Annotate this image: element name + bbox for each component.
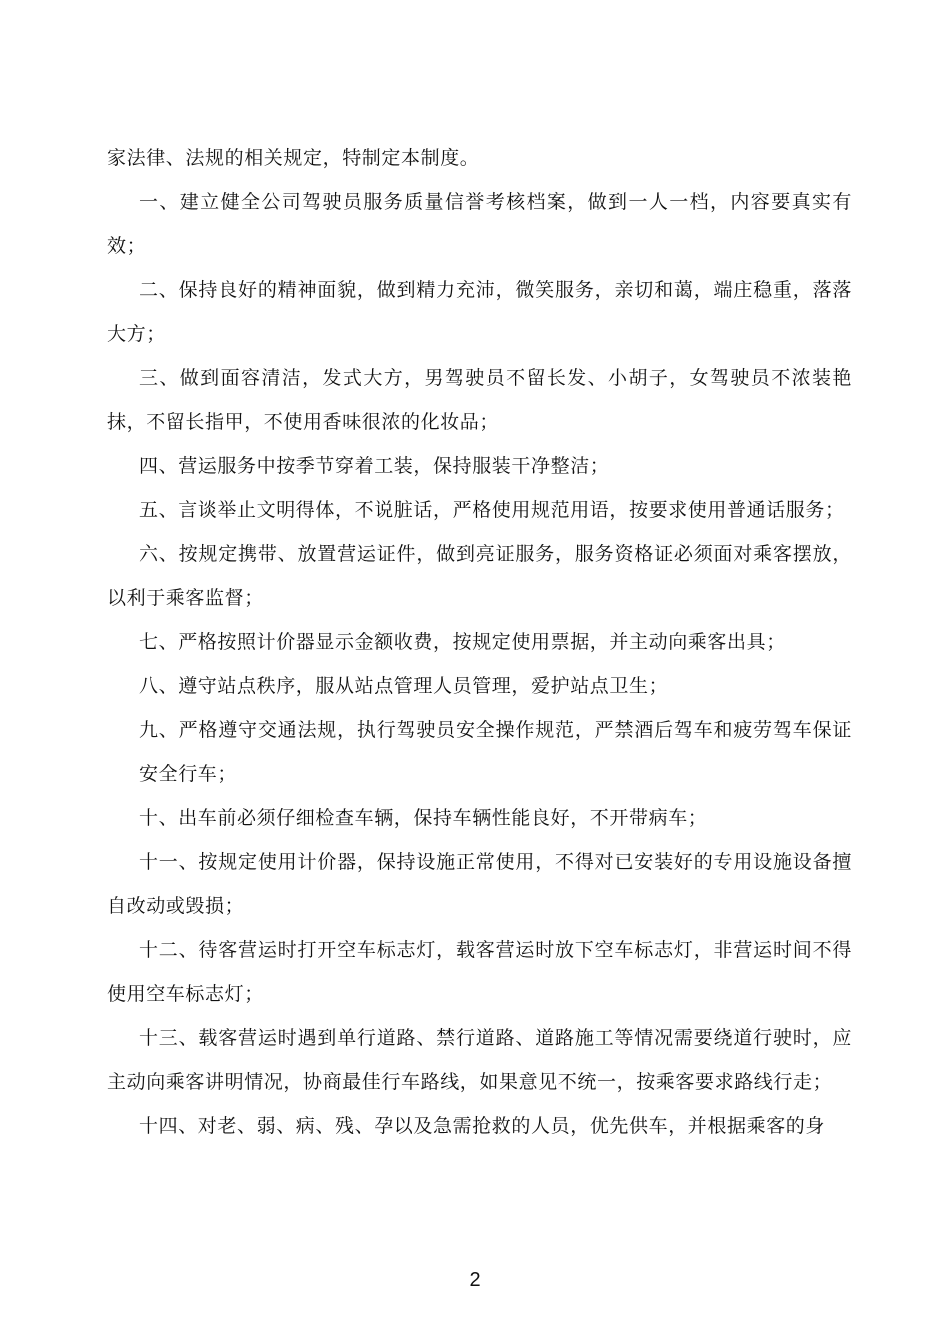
- paragraph-rule-4: 四、营运服务中按季节穿着工装，保持服装干净整洁；: [139, 455, 610, 477]
- document-body: [107, 136, 852, 1148]
- paragraph-rule-11: 十一、按规定使用计价器，保持设施正常使用，不得对已安装好的专用设施设备擅自改动或毁损；: [107, 851, 852, 917]
- paragraph-rule-7: 七、严格按照计价器显示金额收费，按规定使用票据，并主动向乘客出具；: [139, 631, 786, 653]
- paragraph-rule-2: 二、保持良好的精神面貌，做到精力充沛，微笑服务，亲切和蔼，端庄稳重，落落大方；: [107, 279, 852, 345]
- page-number: 2: [469, 1269, 481, 1291]
- paragraph-rule-5: 五、言谈举止文明得体，不说脏话，严格使用规范用语，按要求使用普通话服务；: [139, 499, 845, 521]
- paragraph-rule-9: 九、严格遵守交通法规，执行驾驶员安全操作规范，严禁酒后驾车和疲劳驾车保证安全行车；: [139, 719, 852, 785]
- paragraph-rule-10: 十、出车前必须仔细检查车辆，保持车辆性能良好，不开带病车；: [139, 807, 708, 829]
- paragraph-rule-14: 十四、对老、弱、病、残、孕以及急需抢救的人员，优先供车，并根据乘客的身: [139, 1115, 826, 1137]
- paragraph-rule-13: 十三、载客营运时遇到单行道路、禁行道路、道路施工等情况需要绕道行驶时，应主动向乘客讲明情况，协商最佳行车路线，如果意见不统一，按乘客要求路线行走；: [107, 1027, 852, 1093]
- paragraph-rule-6: 六、按规定携带、放置营运证件，做到亮证服务，服务资格证必须面对乘客摆放，以利于乘客监督；: [107, 543, 852, 609]
- paragraph-rule-12: 十二、待客营运时打开空车标志灯，载客营运时放下空车标志灯，非营运时间不得使用空车标志灯；: [107, 939, 852, 1005]
- paragraph-rule-8: 八、遵守站点秩序，服从站点管理人员管理，爱护站点卫生；: [139, 675, 669, 697]
- paragraph-intro: 家法律、法规的相关规定，特制定本制度。: [107, 147, 480, 169]
- paragraph-rule-1: 一、建立健全公司驾驶员服务质量信誉考核档案，做到一人一档，内容要真实有效；: [107, 191, 852, 257]
- paragraph-rule-3: 三、做到面容清洁，发式大方，男驾驶员不留长发、小胡子，女驾驶员不浓装艳抹，不留长指甲，不使用香味很浓的化妆品；: [107, 367, 852, 433]
